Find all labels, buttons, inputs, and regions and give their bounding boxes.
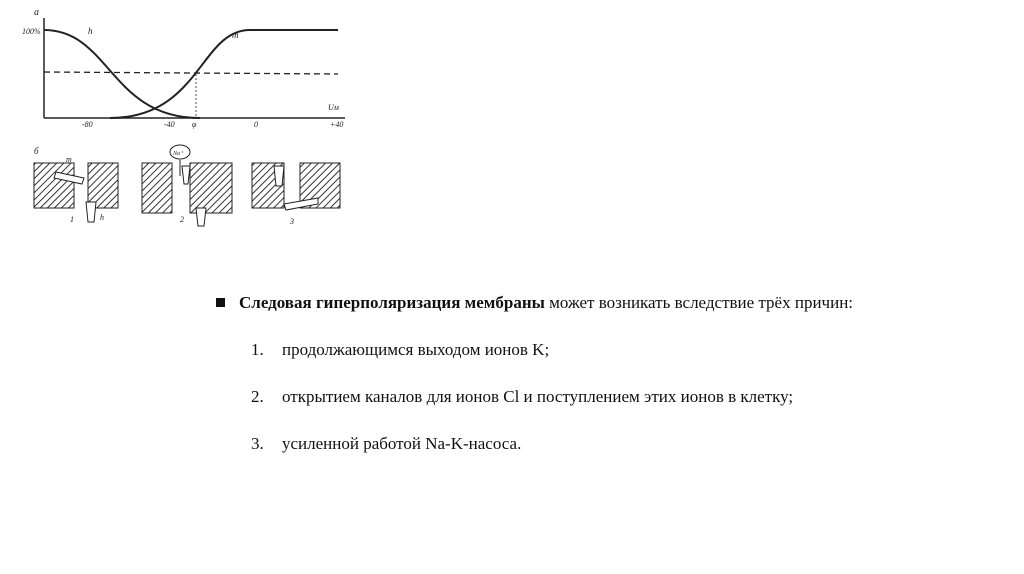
list-item-number: 3. bbox=[251, 434, 264, 453]
gating-figure bbox=[0, 0, 360, 240]
curve-h bbox=[44, 30, 200, 118]
membrane-block bbox=[88, 163, 118, 208]
list-item-text: открытием каналов для ионов Cl и поступлением этих ионов в клетку; bbox=[282, 387, 794, 406]
h-gate bbox=[86, 202, 96, 222]
x-tick-label: -40 bbox=[164, 120, 175, 129]
membrane-block bbox=[190, 163, 232, 213]
membrane-block bbox=[34, 163, 74, 208]
y-max-label: 100% bbox=[22, 27, 41, 36]
list-item-text: продолжающимся выходом ионов K; bbox=[282, 340, 550, 359]
list-item-text: усиленной работой Na-K-насоса. bbox=[282, 434, 522, 453]
list-item bbox=[251, 387, 793, 434]
channel-label: 1 bbox=[70, 215, 74, 224]
threshold-dashed-line bbox=[44, 72, 338, 74]
square-bullet-icon bbox=[216, 298, 225, 307]
main-bullet bbox=[216, 293, 996, 313]
h-gate bbox=[196, 208, 206, 226]
numbered-list bbox=[251, 340, 793, 481]
x-tick-label: -80 bbox=[82, 120, 93, 129]
m-gate bbox=[182, 166, 190, 184]
m-gate bbox=[274, 166, 284, 186]
x-tick-label: +40 bbox=[330, 120, 344, 129]
panel-a-label: а bbox=[34, 7, 39, 18]
bullet-text bbox=[239, 293, 853, 313]
list-item bbox=[251, 434, 793, 481]
bullet-bold-text: Следовая гиперполяризация мембраны bbox=[239, 293, 545, 312]
list-item-number: 2. bbox=[251, 387, 264, 406]
x-tick-label: 0 bbox=[254, 120, 258, 129]
membrane-block bbox=[142, 163, 172, 213]
list-item-number: 1. bbox=[251, 340, 264, 359]
bullet-rest-text: может возникать вследствие трёх причин: bbox=[544, 293, 854, 312]
curve-m bbox=[110, 30, 338, 118]
panel-b-label: б bbox=[34, 146, 39, 156]
curve-h-label: h bbox=[88, 26, 93, 36]
list-item bbox=[251, 340, 793, 387]
gate-m-label: m bbox=[66, 155, 72, 164]
x-tick-label: φ bbox=[192, 120, 197, 129]
channel-label: 2 bbox=[180, 215, 184, 224]
curve-m-label: m bbox=[232, 30, 239, 40]
ion-label: Na⁺ bbox=[173, 151, 184, 157]
gate-h-label: h bbox=[100, 213, 104, 222]
x-axis-label: Uм bbox=[328, 103, 339, 112]
channel-label: 3 bbox=[290, 217, 294, 226]
